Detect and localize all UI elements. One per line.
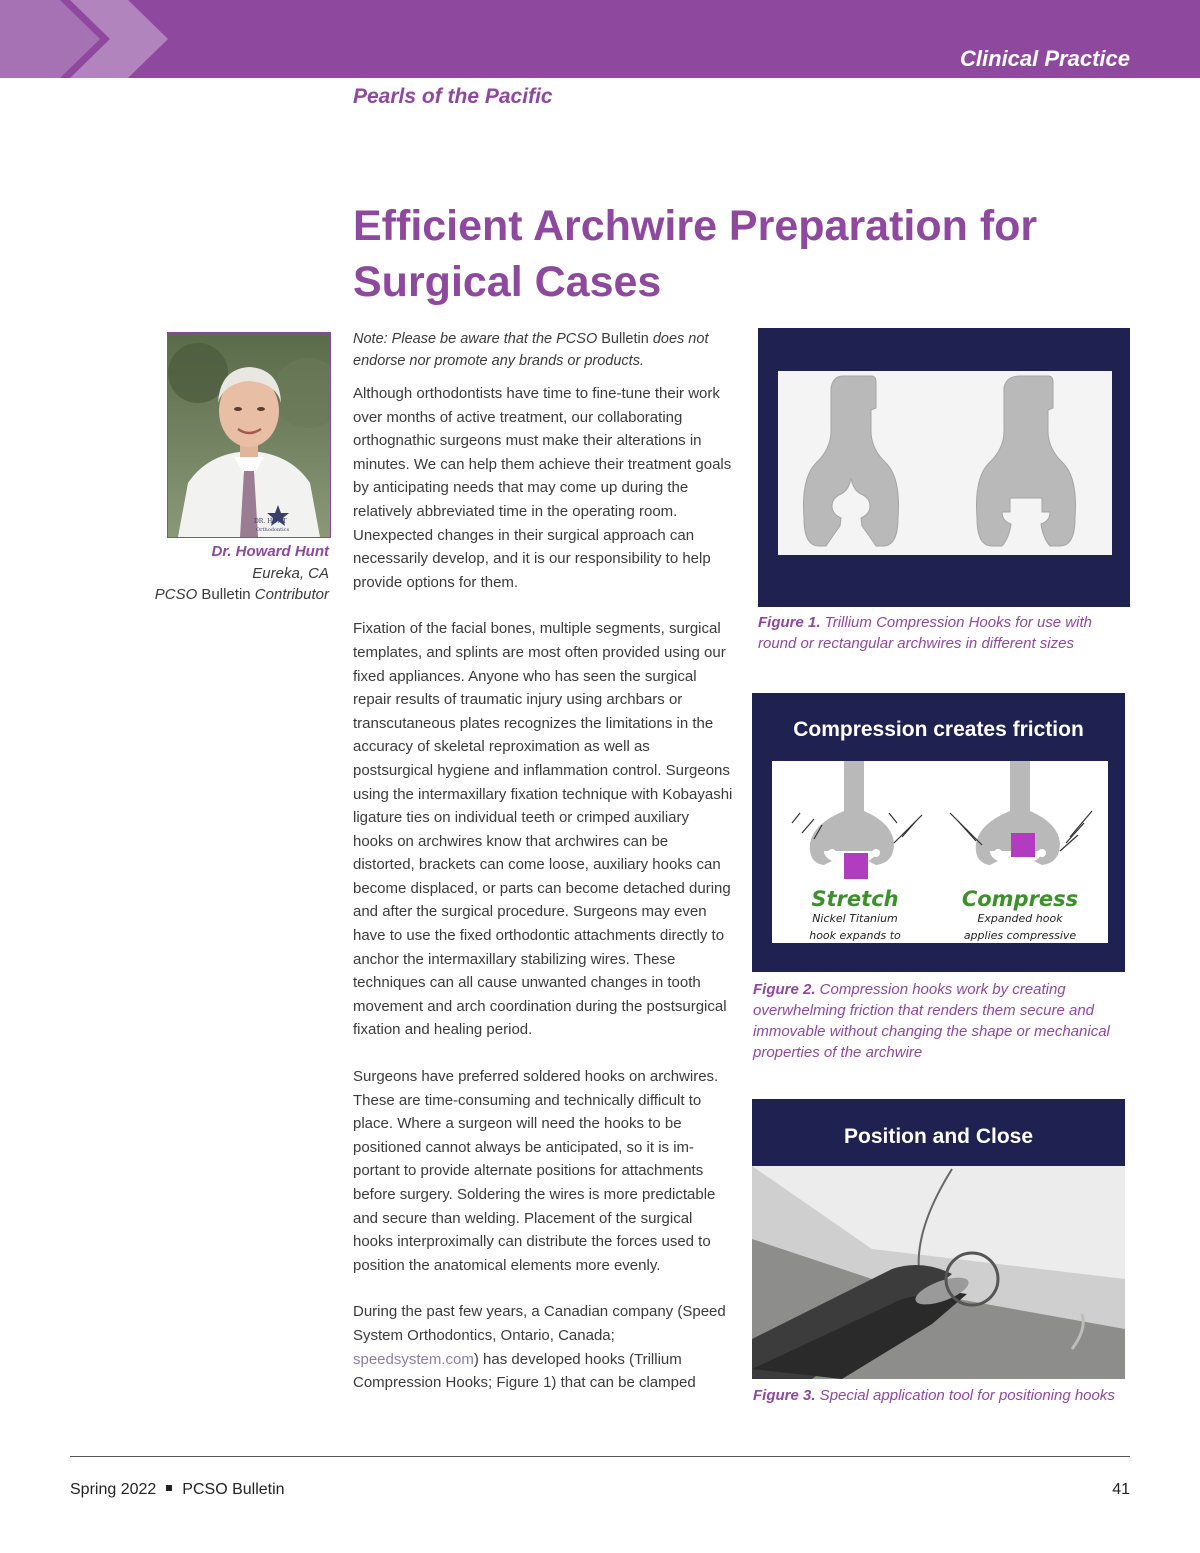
title-line-2: Surgical Cases — [353, 258, 662, 306]
coat-embroidery-sub: Orthodontics — [256, 527, 290, 533]
paragraph-1: Although orthodontists have time to fine-tune their work over months of active treatment, our collaborating orthognathic surgeons must make their alterations in minutes. We can help them achieve their treatment goals by anticipating needs that may come up during the relatively abbreviated time in the operating room. Unexpected changes in their surgical approach can necessarily develop, and it is our responsibility to help provide options for them. — [353, 385, 732, 591]
figure-1-caption: Figure 1. Trillium Compression Hooks for use with round or rectangular archwires in different sizes — [758, 614, 1092, 652]
pliers-photo — [752, 1099, 1125, 1379]
author-location: Eureka, CA — [252, 565, 329, 582]
author-name: Dr. Howard Hunt — [211, 543, 329, 560]
role-bulletin: Bulletin — [197, 586, 255, 603]
title-line-1: Efficient Archwire Preparation for — [353, 202, 1038, 250]
header-banner — [0, 0, 1200, 78]
note-bulletin: Bulletin — [601, 331, 649, 347]
figure-1-image — [758, 328, 1130, 607]
author-photo — [167, 332, 331, 538]
role-contributor: Contributor — [254, 586, 329, 603]
figure-3-caption: Figure 3. Special application tool for positioning hooks — [753, 1387, 1115, 1404]
figure-3-image — [752, 1099, 1125, 1379]
compression-hooks-illustration — [758, 328, 1130, 607]
series-title: Pearls of the Pacific — [353, 85, 553, 108]
chevron-decoration — [0, 0, 170, 78]
figure-2-label: Figure 2. — [753, 981, 816, 998]
author-role — [155, 586, 329, 603]
author-portrait-image — [168, 333, 330, 537]
paragraph-2: Fixation of the facial bones, multiple segments, surgical templates, and splints are most often provided using our fixed appliances. Anyone who has seen the surgical repair results of traumatic injury using archbars or transcutaneous plates recognizes the limitations in the accuracy of skeletal reproximation as well as postsurgical hygiene and inflammation control. Surgeons using the intermaxillary fixation technique with Kobayashi ligature ties on individual teeth or crimped auxiliary hooks on archwires know that archwires can be distorted, brackets can come loose, auxiliary hooks can become displaced, or parts can become detached during and after the surgical procedure. Surgeons may even have to use the fixed orthodontic attachments directly to anchor the intermaxillary stabilizing wires. These techniques can all cause unwanted changes in tooth movement and arch coordination during the postsurgical fixation and healing period. — [353, 620, 733, 1039]
figure-2-caption: Figure 2. Compression hooks work by creating overwhelming friction that renders them secure and immovable without changing the shape or mechanical properties of the archwire — [753, 981, 1110, 1061]
friction-diagram — [752, 693, 1125, 972]
stretch-sub-1: Nickel Titanium — [812, 912, 898, 925]
footer-divider — [70, 1456, 1130, 1457]
article-title — [353, 198, 1113, 310]
figure-3-label: Figure 3. — [753, 1387, 816, 1404]
stretch-label: Stretch — [811, 887, 899, 911]
stretch-sub-2: hook expands to — [809, 929, 901, 942]
compress-sub-2: applies compressive — [963, 929, 1077, 942]
coat-embroidery-text: DR. HUNT — [254, 518, 287, 525]
footer-issue — [70, 1481, 285, 1499]
role-pub: PCSO — [154, 586, 198, 603]
compress-label: Compress — [961, 887, 1079, 911]
speedsystem-link[interactable]: speedsystem.com — [353, 1350, 474, 1368]
disclaimer-note: Note: Please be aware that the PCSO Bulletin does not endorse nor promote any brands or products. — [353, 331, 709, 369]
compress-sub-1: Expanded hook — [977, 912, 1063, 925]
square-bullet-icon — [166, 1485, 172, 1491]
figure-2-slide-title: Compression creates friction — [793, 718, 1084, 741]
paragraph-3: Surgeons have preferred soldered hooks on archwires. These are time-consuming and technically difficult to place. Where a surgeon will need the hooks to be positioned cannot always be anticipated, so it is important to provide alternate positions for attachments before surgery. Soldering the wires is more predictable and secure than welding. Placement of the surgical hooks interproximally can distribute the forces used to position the anatomical elements more evenly. — [353, 1068, 719, 1274]
figure-1-label: Figure 1. — [758, 614, 821, 631]
footer-publication: PCSO Bulletin — [182, 1481, 285, 1498]
footer-season: Spring 2022 — [70, 1481, 157, 1498]
section-title: Clinical Practice — [960, 46, 1130, 71]
page-number: 41 — [1112, 1481, 1130, 1498]
figure-2-image — [752, 693, 1125, 972]
paragraph-4: During the past few years, a Canadian company (Speed System Orthodontics, Ontario, Canada; speedsystem.com) has developed hooks (Trillium Compression Hooks; Figure 1) that can be clamped — [353, 1303, 726, 1392]
figure-3-slide-title: Position and Close — [843, 1125, 1034, 1148]
article-body — [353, 328, 733, 1418]
